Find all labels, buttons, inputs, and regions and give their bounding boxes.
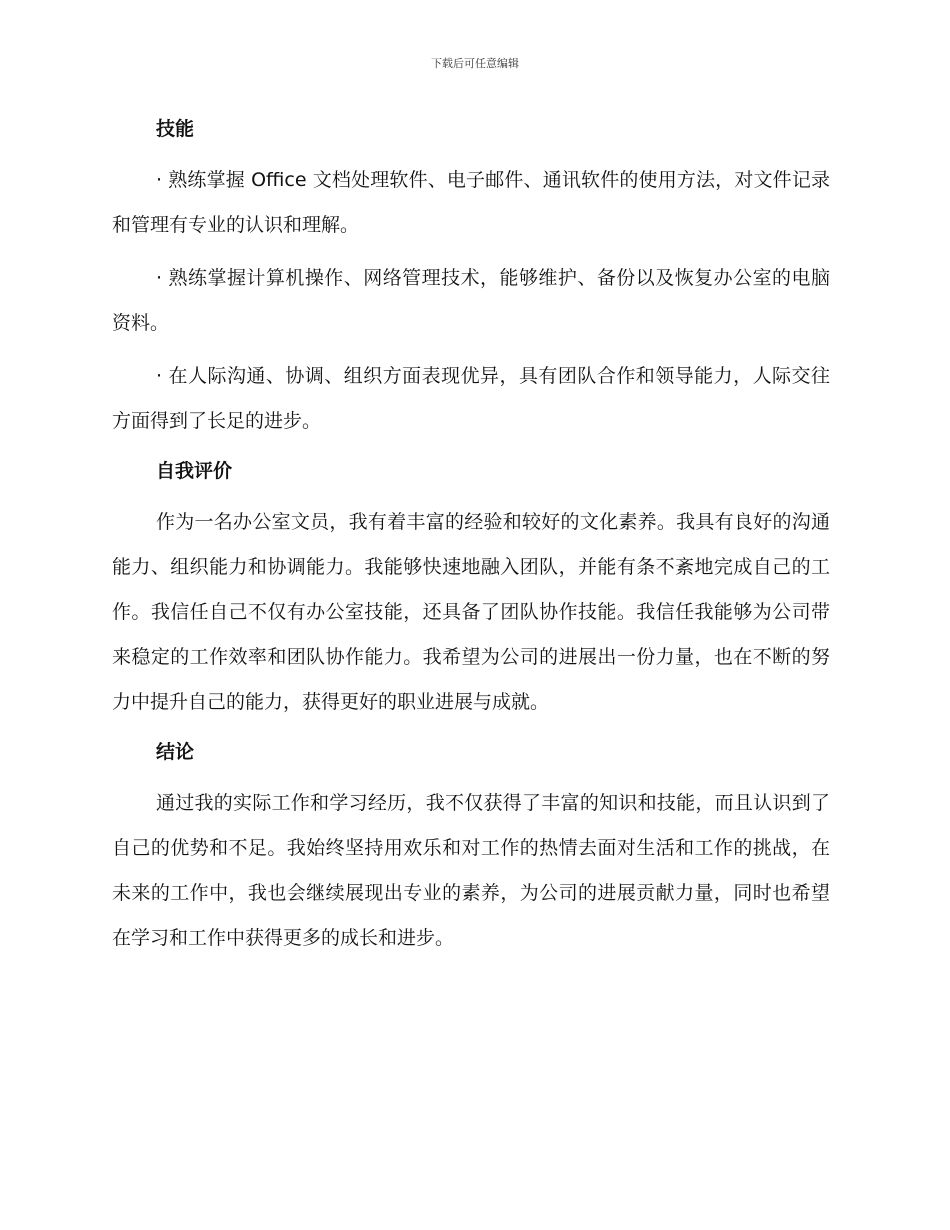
page-header-note: 下载后可任意编辑	[431, 57, 519, 70]
section-title-skills: 技能	[156, 118, 195, 140]
conclusion-paragraph: 通过我的实际工作和学习经历，我不仅获得了丰富的知识和技能，而且认识到了自己的优势和不足。我始终坚持用欢乐和对工作的热情去面对生活和工作的挑战，在未来的工作中，我也会继续展现出专业的素养，为公司的进展贡献力量，同时也希望在学习和工作中获得更多的成长和进步。	[112, 792, 830, 949]
section-title-conclusion: 结论	[156, 741, 195, 763]
skill-item: · 在人际沟通、协调、组织方面表现优异，具有团队合作和领导能力，人际交往方面得到了长足的进步。	[112, 365, 830, 432]
self-evaluation-paragraph: 作为一名办公室文员，我有着丰富的经验和较好的文化素养。我具有良好的沟通能力、组织能力和协调能力。我能够快速地融入团队，并能有条不紊地完成自己的工作。我信任自己不仅有办公室技能，还具备了团队协作技能。我信任我能够为公司带来稳定的工作效率和团队协作能力。我希望为公司的进展出一份力量，也在不断的努力中提升自己的能力，获得更好的职业进展与成就。	[112, 511, 830, 713]
skill-item: · 熟练掌握计算机操作、网络管理技术，能够维护、备份以及恢复办公室的电脑资料。	[112, 267, 830, 334]
document-body	[112, 112, 830, 961]
skill-item: · 熟练掌握 Office 文档处理软件、电子邮件、通讯软件的使用方法，对文件记录和管理有专业的认识和理解。	[112, 169, 830, 236]
section-title-self-evaluation: 自我评价	[156, 460, 233, 482]
